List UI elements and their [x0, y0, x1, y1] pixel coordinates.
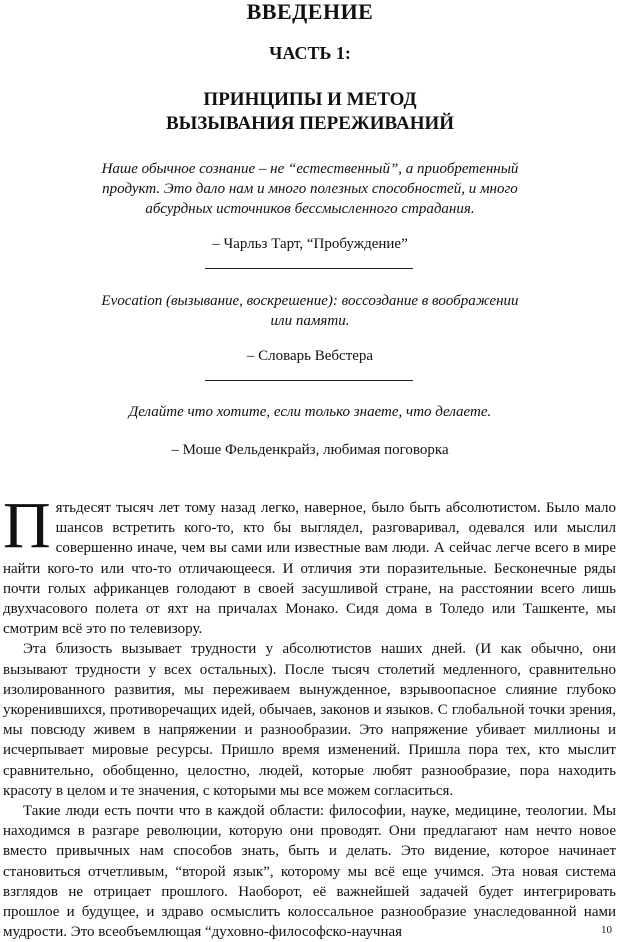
epigraph-quote-2 — [60, 291, 560, 331]
epigraph-attribution-1: – Чарльз Тарт, “Пробуждение” — [212, 236, 408, 252]
epigraph-line: абсурдных источников бессмысленного страдания. — [145, 201, 475, 217]
epigraph-line: продукт. Это дало нам и много полезных способностей, и много — [102, 181, 518, 197]
divider-rule-1 — [205, 268, 413, 269]
paragraph-3: Такие люди есть почти что в каждой области: философии, науке, медицине, теологии. Мы находимся в разгаре революции, которую они проводят. Они предлагают нам нечто новое вместо привычных нам способов знать, быть и делать. Это видение, которое начинает становиться отчетливым, “второй язык”, которому мы всё еще учимся. Эта новая система взглядов не отрицает прошлого. Наоборот, её важнейшей задачей будет интегрировать прошлое и будущее, и здраво осмыслить колоссальное разнообразие унаследованной нами мудрости. Это всеобъемлющая “духовно-философско-научная — [3, 803, 616, 941]
epigraph-line: Делайте что хотите, если только знаете, что делаете. — [128, 404, 492, 420]
epigraph-line: Evocation (вызывание, воскрешение): воссоздание в воображении — [101, 293, 519, 309]
part-title — [0, 88, 620, 136]
epigraph-quote-3 — [60, 402, 560, 422]
part-title-line-2: ВЫЗЫВАНИЯ ПЕРЕЖИВАНИЙ — [165, 113, 455, 134]
paragraph-1-text: ятьдесят тысяч лет тому назад легко, наверное, было быть абсолютистом. Было мало шансов встретить кого-то, кто бы выглядел, разговаривал, одевался или мыслил совершенно иначе, чем вы сами или известные вам люди. А сейчас легче всего в мире найти кого-то или что-то отличающееся. И отличия эти поразительные. Бесконечные ряды почти голых африканцев голодают в своей засушливой стране, на расстоянии всего лишь двухчасового полета от яхт на причалах Монако. Сидя дома в Толедо или Ташкенте, мы смотрим всё это по телевизору. — [3, 500, 616, 638]
paragraph-1 — [3, 489, 616, 639]
body-text — [3, 489, 616, 942]
part-title-line-1: ПРИНЦИПЫ И МЕТОД — [203, 89, 417, 110]
epigraph-quote-1 — [60, 159, 560, 219]
epigraph-line: Наше обычное сознание – не “естественный”, а приобретенный — [101, 161, 519, 177]
epigraph-attribution-2: – Словарь Вебстера — [246, 348, 374, 364]
page-number: 10 — [601, 924, 612, 936]
drop-cap: П — [3, 489, 51, 562]
paragraph-2: Эта близость вызывает трудности у абсолютистов наших дней. (И как обычно, они вызывают трудности у всех остальных). После тысяч столетий медленного, сравнительно изолированного развития, мы переживаем вынужденное, взрывоопасное слияние глубоко укоренившихся, противоречащих идей, обычаев, законов и языков. С глобальной точки зрения, мы повсюду живем в напряжении и разнообразии. Это напряжение убивает миллионы и исчерпывает мировые ресурсы. Пришло время изменений. Пришла пора тех, кто мыслит сравнительно, обобщенно, целостно, людей, которые любят разнообразие, пора находить красоту в целом и те значения, с которыми мы все можем согласиться. — [3, 641, 616, 799]
chapter-heading: ВВЕДЕНИЕ — [246, 0, 374, 24]
divider-rule-2 — [205, 380, 413, 381]
part-heading: ЧАСТЬ 1: — [269, 43, 351, 63]
epigraph-attribution-3: – Моше Фельденкрайз, любимая поговорка — [171, 442, 449, 458]
epigraph-line: или памяти. — [270, 313, 350, 329]
